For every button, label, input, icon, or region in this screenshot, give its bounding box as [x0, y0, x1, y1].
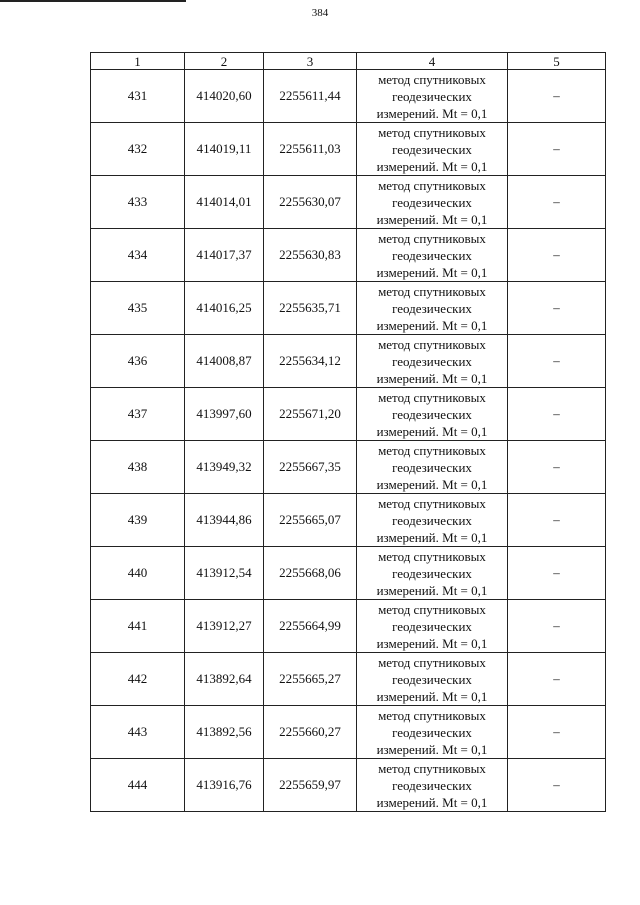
table-row	[91, 759, 606, 812]
note-cell: –	[508, 759, 606, 812]
method-line: измерений. Mt = 0,1	[376, 476, 488, 492]
method-cell	[357, 388, 508, 441]
y-coordinate-cell: 2255664,99	[264, 600, 357, 653]
method-cell	[357, 282, 508, 335]
method-line: измерений. Mt = 0,1	[376, 688, 488, 704]
method-cell	[357, 123, 508, 176]
method-line: метод спутниковых	[378, 548, 486, 564]
table-row	[91, 176, 606, 229]
method-line: метод спутниковых	[378, 601, 486, 617]
x-coordinate-cell: 413892,56	[185, 706, 264, 759]
top-rule	[0, 0, 186, 2]
method-line: измерений. Mt = 0,1	[376, 741, 488, 757]
point-number-cell: 432	[91, 123, 185, 176]
method-line: метод спутниковых	[378, 71, 486, 87]
note-cell: –	[508, 335, 606, 388]
point-number-cell: 435	[91, 282, 185, 335]
column-header: 2	[185, 53, 264, 70]
x-coordinate-cell: 414019,11	[185, 123, 264, 176]
method-line: геодезических	[392, 353, 472, 369]
point-number-cell: 444	[91, 759, 185, 812]
table-row	[91, 123, 606, 176]
y-coordinate-cell: 2255671,20	[264, 388, 357, 441]
note-cell: –	[508, 547, 606, 600]
table-row	[91, 335, 606, 388]
point-number-cell: 440	[91, 547, 185, 600]
x-coordinate-cell: 414008,87	[185, 335, 264, 388]
point-number-cell: 442	[91, 653, 185, 706]
y-coordinate-cell: 2255659,97	[264, 759, 357, 812]
method-line: геодезических	[392, 724, 472, 740]
y-coordinate-cell: 2255668,06	[264, 547, 357, 600]
x-coordinate-cell: 413892,64	[185, 653, 264, 706]
x-coordinate-cell: 414017,37	[185, 229, 264, 282]
point-number-cell: 436	[91, 335, 185, 388]
method-line: измерений. Mt = 0,1	[376, 529, 488, 545]
y-coordinate-cell: 2255611,44	[264, 70, 357, 123]
method-line: геодезических	[392, 141, 472, 157]
point-number-cell: 439	[91, 494, 185, 547]
note-cell: –	[508, 653, 606, 706]
note-cell: –	[508, 600, 606, 653]
method-line: измерений. Mt = 0,1	[376, 582, 488, 598]
y-coordinate-cell: 2255665,07	[264, 494, 357, 547]
method-line: метод спутниковых	[378, 389, 486, 405]
method-line: измерений. Mt = 0,1	[376, 370, 488, 386]
y-coordinate-cell: 2255667,35	[264, 441, 357, 494]
coordinates-table	[90, 52, 606, 812]
method-cell	[357, 706, 508, 759]
y-coordinate-cell: 2255630,07	[264, 176, 357, 229]
method-line: метод спутниковых	[378, 283, 486, 299]
method-line: метод спутниковых	[378, 124, 486, 140]
note-cell: –	[508, 282, 606, 335]
point-number-cell: 437	[91, 388, 185, 441]
column-header: 3	[264, 53, 357, 70]
note-cell: –	[508, 229, 606, 282]
method-line: измерений. Mt = 0,1	[376, 105, 488, 121]
method-line: геодезических	[392, 512, 472, 528]
table-row	[91, 600, 606, 653]
point-number-cell: 431	[91, 70, 185, 123]
method-line: геодезических	[392, 406, 472, 422]
point-number-cell: 438	[91, 441, 185, 494]
method-line: метод спутниковых	[378, 707, 486, 723]
method-line: метод спутниковых	[378, 442, 486, 458]
method-cell	[357, 441, 508, 494]
table-row	[91, 653, 606, 706]
point-number-cell: 441	[91, 600, 185, 653]
method-line: измерений. Mt = 0,1	[376, 158, 488, 174]
method-cell	[357, 600, 508, 653]
x-coordinate-cell: 413916,76	[185, 759, 264, 812]
method-line: геодезических	[392, 88, 472, 104]
method-line: геодезических	[392, 671, 472, 687]
page-number: 384	[311, 7, 329, 19]
method-line: измерений. Mt = 0,1	[376, 423, 488, 439]
method-line: измерений. Mt = 0,1	[376, 635, 488, 651]
x-coordinate-cell: 414020,60	[185, 70, 264, 123]
method-line: метод спутниковых	[378, 177, 486, 193]
method-line: измерений. Mt = 0,1	[376, 211, 488, 227]
y-coordinate-cell: 2255611,03	[264, 123, 357, 176]
method-cell	[357, 229, 508, 282]
x-coordinate-cell: 413949,32	[185, 441, 264, 494]
note-cell: –	[508, 70, 606, 123]
column-header: 4	[357, 53, 508, 70]
table-row	[91, 706, 606, 759]
method-line: геодезических	[392, 194, 472, 210]
table-row	[91, 229, 606, 282]
y-coordinate-cell: 2255635,71	[264, 282, 357, 335]
method-cell	[357, 494, 508, 547]
table-row	[91, 282, 606, 335]
method-line: геодезических	[392, 565, 472, 581]
method-line: измерений. Mt = 0,1	[376, 794, 488, 810]
method-line: геодезических	[392, 459, 472, 475]
method-cell	[357, 70, 508, 123]
method-line: метод спутниковых	[378, 654, 486, 670]
method-cell	[357, 335, 508, 388]
table-row	[91, 441, 606, 494]
method-line: геодезических	[392, 777, 472, 793]
method-line: геодезических	[392, 618, 472, 634]
point-number-cell: 434	[91, 229, 185, 282]
method-line: геодезических	[392, 300, 472, 316]
table-row	[91, 70, 606, 123]
table-row	[91, 547, 606, 600]
x-coordinate-cell: 413997,60	[185, 388, 264, 441]
note-cell: –	[508, 176, 606, 229]
y-coordinate-cell: 2255630,83	[264, 229, 357, 282]
method-line: измерений. Mt = 0,1	[376, 264, 488, 280]
note-cell: –	[508, 706, 606, 759]
x-coordinate-cell: 413912,54	[185, 547, 264, 600]
method-cell	[357, 176, 508, 229]
column-header: 5	[508, 53, 606, 70]
method-line: метод спутниковых	[378, 760, 486, 776]
table-row	[91, 494, 606, 547]
y-coordinate-cell: 2255665,27	[264, 653, 357, 706]
method-cell	[357, 759, 508, 812]
table-row	[91, 388, 606, 441]
method-line: метод спутниковых	[378, 230, 486, 246]
column-header: 1	[91, 53, 185, 70]
table-header-row	[91, 53, 606, 70]
note-cell: –	[508, 494, 606, 547]
y-coordinate-cell: 2255660,27	[264, 706, 357, 759]
note-cell: –	[508, 441, 606, 494]
x-coordinate-cell: 413912,27	[185, 600, 264, 653]
y-coordinate-cell: 2255634,12	[264, 335, 357, 388]
x-coordinate-cell: 414014,01	[185, 176, 264, 229]
note-cell: –	[508, 388, 606, 441]
method-line: метод спутниковых	[378, 495, 486, 511]
method-cell	[357, 547, 508, 600]
note-cell: –	[508, 123, 606, 176]
method-line: геодезических	[392, 247, 472, 263]
method-line: измерений. Mt = 0,1	[376, 317, 488, 333]
method-line: метод спутниковых	[378, 336, 486, 352]
method-cell	[357, 653, 508, 706]
point-number-cell: 443	[91, 706, 185, 759]
point-number-cell: 433	[91, 176, 185, 229]
x-coordinate-cell: 414016,25	[185, 282, 264, 335]
x-coordinate-cell: 413944,86	[185, 494, 264, 547]
